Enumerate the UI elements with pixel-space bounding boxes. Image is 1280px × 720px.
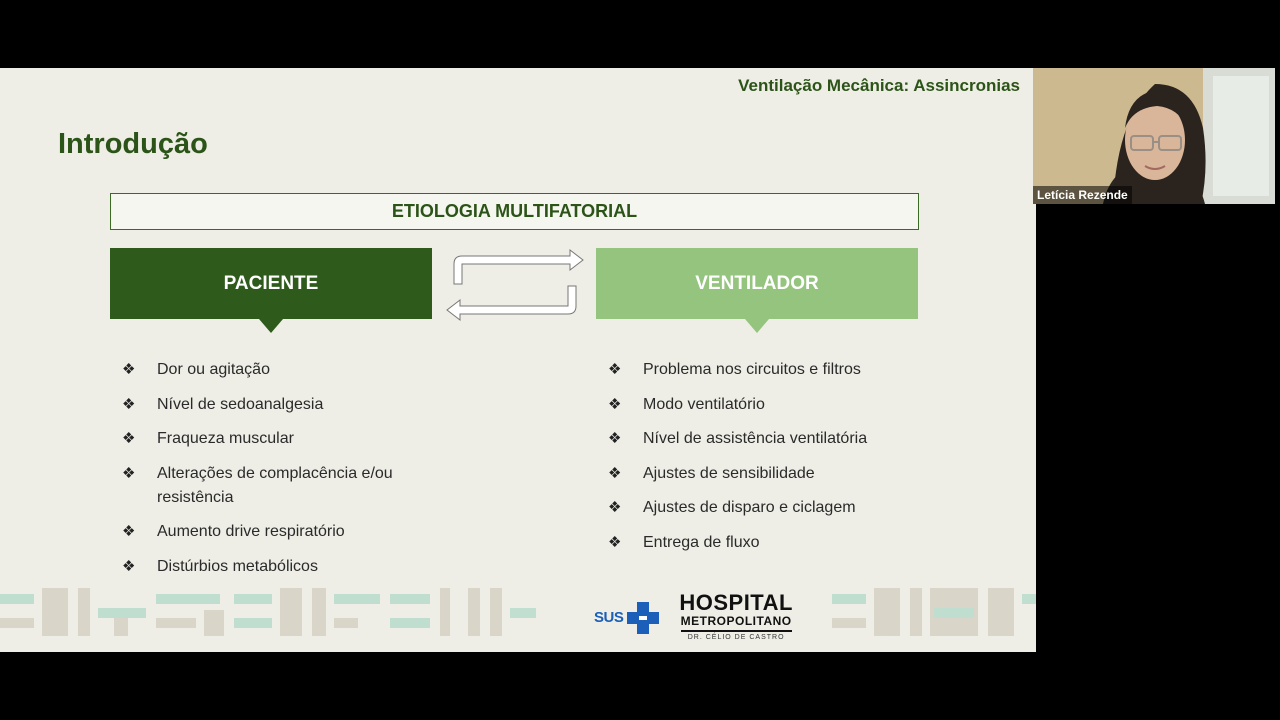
list-item xyxy=(608,358,948,382)
list-item-text: Aumento drive respiratório xyxy=(157,523,345,540)
decorative-pattern-left xyxy=(0,588,538,640)
diamond-bullet-icon: ❖ xyxy=(608,499,622,516)
paciente-list xyxy=(122,358,422,589)
list-item-text: Nível de sedoanalgesia xyxy=(157,395,324,413)
slide-header-title: Ventilação Mecânica: Assincronias xyxy=(738,76,1020,95)
list-item xyxy=(608,427,948,451)
etiology-label: ETIOLOGIA MULTIFATORIAL xyxy=(391,201,638,221)
list-item-text: Modo ventilatório xyxy=(643,395,765,413)
list-item xyxy=(608,531,948,555)
sus-text: SUS xyxy=(594,609,624,626)
list-item-text: Alterações de complacência e/ou resistência xyxy=(157,464,393,506)
ventilador-category-box xyxy=(596,248,918,319)
list-item-text: Ajustes de sensibilidade xyxy=(643,464,815,482)
list-item xyxy=(122,555,422,579)
pattern-block xyxy=(988,588,1036,636)
etiology-box xyxy=(110,193,919,230)
pattern-block xyxy=(312,588,382,636)
pattern-block xyxy=(78,588,148,636)
list-item xyxy=(608,393,948,417)
list-item xyxy=(608,462,948,486)
diamond-bullet-icon: ❖ xyxy=(122,464,136,482)
hospital-line1: HOSPITAL xyxy=(679,590,793,615)
list-item-text: Entrega de fluxo xyxy=(643,533,760,551)
list-item xyxy=(122,427,422,451)
list-item-text: Nível de assistência ventilatória xyxy=(643,430,868,447)
pattern-block xyxy=(468,588,538,636)
list-item-text: Distúrbios metabólicos xyxy=(157,557,318,575)
diamond-bullet-icon: ❖ xyxy=(122,361,136,378)
paciente-category-box xyxy=(110,248,432,319)
ventilador-label: VENTILADOR xyxy=(695,272,819,294)
list-item xyxy=(122,520,422,544)
sus-cross-icon xyxy=(625,600,661,636)
list-item-text: Dor ou agitação xyxy=(157,361,270,378)
list-item xyxy=(122,358,422,382)
presentation-slide xyxy=(0,68,1036,652)
pattern-block xyxy=(910,588,980,636)
diamond-bullet-icon: ❖ xyxy=(608,361,622,378)
diamond-bullet-icon: ❖ xyxy=(122,430,136,447)
sus-logo xyxy=(594,600,661,636)
decorative-pattern-right xyxy=(832,588,1036,640)
diamond-bullet-icon: ❖ xyxy=(122,395,136,413)
pattern-block xyxy=(156,588,226,636)
participant-name-label: Letícia Rezende xyxy=(1033,186,1132,204)
ventilador-list xyxy=(608,358,948,565)
pattern-block xyxy=(390,588,460,636)
hospital-metropolitano-logo xyxy=(679,592,793,643)
hospital-line2: METROPOLITANO xyxy=(681,614,792,632)
list-item-text: Ajustes de disparo e ciclagem xyxy=(643,499,856,516)
diamond-bullet-icon: ❖ xyxy=(608,430,622,447)
list-item-text: Fraqueza muscular xyxy=(157,430,294,447)
list-item xyxy=(122,393,422,417)
participant-video-icon xyxy=(1033,68,1275,204)
section-title: Introdução xyxy=(58,128,208,160)
list-item xyxy=(608,496,948,520)
diamond-bullet-icon: ❖ xyxy=(608,533,622,551)
pattern-block xyxy=(0,588,70,636)
diamond-bullet-icon: ❖ xyxy=(122,523,136,540)
cycle-arrows-icon xyxy=(444,246,586,324)
diamond-bullet-icon: ❖ xyxy=(122,557,136,575)
pattern-block xyxy=(832,588,902,636)
hospital-line3: DR. CÉLIO DE CASTRO xyxy=(687,634,785,641)
diamond-bullet-icon: ❖ xyxy=(608,395,622,413)
list-item-text: Problema nos circuitos e filtros xyxy=(643,361,861,378)
pattern-block xyxy=(234,588,304,636)
paciente-down-arrow-icon xyxy=(259,319,283,333)
ventilador-down-arrow-icon xyxy=(745,319,769,333)
paciente-label: PACIENTE xyxy=(223,272,319,294)
list-item xyxy=(122,462,422,510)
diamond-bullet-icon: ❖ xyxy=(608,464,622,482)
participant-video-tile[interactable] xyxy=(1033,68,1275,204)
hospital-logo xyxy=(594,592,793,643)
